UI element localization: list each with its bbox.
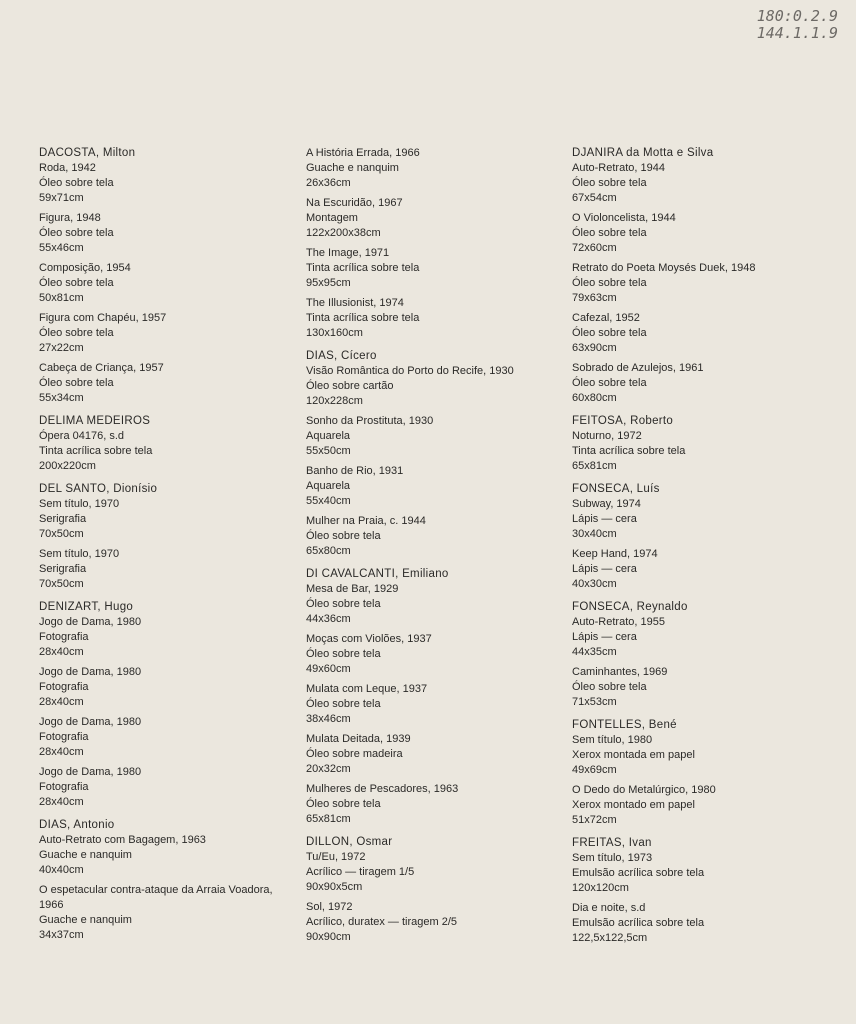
- artwork-line: Acrílico — tiragem 1/5: [306, 866, 415, 878]
- artist-entry: [39, 414, 309, 474]
- artwork-entry: [572, 851, 840, 896]
- artwork-line: Mulata com Leque, 1937: [306, 683, 428, 695]
- artwork-entry: [306, 732, 576, 777]
- artwork-line: Aquarela: [306, 430, 351, 442]
- artist-name: FONSECA, Luís: [572, 483, 660, 495]
- artwork-line: The Image, 1971: [306, 247, 390, 259]
- artwork-entry: [39, 883, 309, 943]
- artwork-line: Óleo sobre tela: [572, 277, 647, 289]
- artwork-line: 122,5x122,5cm: [572, 932, 648, 944]
- artwork-line: Emulsão acrílica sobre tela: [572, 917, 705, 929]
- catalog-column-1: [39, 146, 309, 951]
- artwork-entry: [572, 261, 840, 306]
- artwork-entry: [39, 497, 309, 542]
- artist-entry: [572, 146, 840, 406]
- artwork-line: 120x228cm: [306, 395, 363, 407]
- artwork-line: Sem título, 1973: [572, 852, 653, 864]
- artist-entry: [306, 349, 576, 559]
- artwork-line: Montagem: [306, 212, 358, 224]
- artwork-line: 44x35cm: [572, 646, 617, 658]
- artwork-line: Jogo de Dama, 1980: [39, 716, 142, 728]
- artwork-line: 55x50cm: [306, 445, 351, 457]
- artwork-entry: [572, 311, 840, 356]
- artwork-line: 40x40cm: [39, 864, 84, 876]
- artwork-line: 95x95cm: [306, 277, 351, 289]
- artist-entry: [306, 567, 576, 827]
- artwork-line: Emulsão acrílica sobre tela: [572, 867, 705, 879]
- artwork-line: Fotografia: [39, 731, 89, 743]
- artwork-line: Fotografia: [39, 681, 89, 693]
- artwork-line: Roda, 1942: [39, 162, 96, 174]
- artwork-entry: [572, 429, 840, 474]
- artwork-entry: [306, 514, 576, 559]
- artist-name: FONTELLES, Bené: [572, 719, 677, 731]
- artist-name: DIAS, Cícero: [306, 350, 377, 362]
- artwork-line: O espetacular contra-ataque da Arraia Voadora,: [39, 884, 273, 896]
- artwork-line: Óleo sobre tela: [39, 177, 114, 189]
- artwork-line: 55x34cm: [39, 392, 84, 404]
- artist-entry: [39, 600, 309, 810]
- artwork-line: Óleo sobre tela: [39, 377, 114, 389]
- artist-name: DACOSTA, Milton: [39, 147, 136, 159]
- artwork-line: Sonho da Prostituta, 1930: [306, 415, 434, 427]
- artist-entry: [572, 836, 840, 946]
- artwork-entry: [306, 900, 576, 945]
- artist-entry: [39, 482, 309, 592]
- artwork-entry: [306, 582, 576, 627]
- artwork-line: Sem título, 1980: [572, 734, 653, 746]
- artwork-entry: [306, 146, 576, 191]
- artwork-line: Óleo sobre tela: [572, 177, 647, 189]
- artist-name: DIAS, Antonio: [39, 819, 115, 831]
- artwork-line: Serigrafia: [39, 563, 87, 575]
- artwork-line: Óleo sobre tela: [572, 377, 647, 389]
- artist-entry: [572, 718, 840, 828]
- artwork-line: 28x40cm: [39, 696, 84, 708]
- artwork-line: Subway, 1974: [572, 498, 641, 510]
- artwork-entry: [306, 296, 576, 341]
- artwork-line: Óleo sobre tela: [306, 798, 381, 810]
- artist-entry: [572, 414, 840, 474]
- artwork-line: Fotografia: [39, 631, 89, 643]
- artwork-line: 50x81cm: [39, 292, 84, 304]
- artwork-line: Figura com Chapéu, 1957: [39, 312, 167, 324]
- artwork-line: Sobrado de Azulejos, 1961: [572, 362, 704, 374]
- artwork-line: Caminhantes, 1969: [572, 666, 668, 678]
- artwork-line: Ópera 04176, s.d: [39, 430, 125, 442]
- artwork-entry: [572, 361, 840, 406]
- artwork-line: Tinta acrílica sobre tela: [572, 445, 686, 457]
- artwork-line: 49x60cm: [306, 663, 351, 675]
- artwork-line: Sem título, 1970: [39, 498, 120, 510]
- artwork-line: Xerox montado em papel: [572, 799, 695, 811]
- artwork-line: 60x80cm: [572, 392, 617, 404]
- artwork-line: Sol, 1972: [306, 901, 353, 913]
- artwork-line: A História Errada, 1966: [306, 147, 420, 159]
- artwork-line: Óleo sobre tela: [306, 530, 381, 542]
- artwork-line: Keep Hand, 1974: [572, 548, 658, 560]
- artwork-line: Óleo sobre tela: [572, 227, 647, 239]
- artwork-line: 49x69cm: [572, 764, 617, 776]
- artwork-line: 20x32cm: [306, 763, 351, 775]
- artwork-line: Jogo de Dama, 1980: [39, 666, 142, 678]
- artwork-line: Sem título, 1970: [39, 548, 120, 560]
- artwork-line: 28x40cm: [39, 746, 84, 758]
- artwork-entry: [572, 901, 840, 946]
- artwork-line: 51x72cm: [572, 814, 617, 826]
- artwork-line: 120x120cm: [572, 882, 629, 894]
- artwork-entry: [306, 364, 576, 409]
- artwork-line: Lápis — cera: [572, 631, 637, 643]
- artwork-line: 65x81cm: [572, 460, 617, 472]
- artwork-line: 34x37cm: [39, 929, 84, 941]
- artwork-line: Óleo sobre cartão: [306, 380, 394, 392]
- artwork-line: Óleo sobre tela: [306, 698, 381, 710]
- catalog-number-line-2: 144.1.1.9: [756, 24, 838, 42]
- artwork-line: Retrato do Poeta Moysés Duek, 1948: [572, 262, 756, 274]
- artwork-entry: [39, 429, 309, 474]
- artwork-line: Lápis — cera: [572, 513, 637, 525]
- artwork-line: Auto-Retrato, 1944: [572, 162, 665, 174]
- artwork-entry: [39, 665, 309, 710]
- artwork-entry: [572, 615, 840, 660]
- artwork-line: Mesa de Bar, 1929: [306, 583, 399, 595]
- artwork-line: Xerox montada em papel: [572, 749, 695, 761]
- artwork-line: 26x36cm: [306, 177, 351, 189]
- artwork-entry: [306, 850, 576, 895]
- artwork-line: Guache e nanquim: [39, 914, 132, 926]
- artwork-line: Fotografia: [39, 781, 89, 793]
- artwork-line: Tu/Eu, 1972: [306, 851, 366, 863]
- artwork-line: O Violoncelista, 1944: [572, 212, 676, 224]
- artwork-entry: [39, 615, 309, 660]
- artist-entry: [572, 482, 840, 592]
- artwork-entry: [572, 161, 840, 206]
- catalog-column-2: [306, 146, 576, 953]
- catalog-number-line-1: 180:0.2.9: [756, 7, 838, 25]
- artwork-entry: [306, 246, 576, 291]
- artwork-line: Noturno, 1972: [572, 430, 642, 442]
- artwork-line: Óleo sobre tela: [306, 598, 381, 610]
- artwork-line: 63x90cm: [572, 342, 617, 354]
- artwork-line: Serigrafia: [39, 513, 87, 525]
- artwork-line: Óleo sobre tela: [306, 648, 381, 660]
- artwork-entry: [39, 211, 309, 256]
- artwork-line: 70x50cm: [39, 528, 84, 540]
- artwork-line: 27x22cm: [39, 342, 84, 354]
- artwork-line: Cafezal, 1952: [572, 312, 640, 324]
- artwork-line: 40x30cm: [572, 578, 617, 590]
- artwork-line: Auto-Retrato, 1955: [572, 616, 665, 628]
- artwork-entry: [572, 783, 840, 828]
- artist-entry: [39, 146, 309, 406]
- artwork-entry: [306, 196, 576, 241]
- artwork-entry: [39, 261, 309, 306]
- artwork-entry: [306, 632, 576, 677]
- artwork-line: Óleo sobre tela: [572, 681, 647, 693]
- artwork-line: 90x90cm: [306, 931, 351, 943]
- artwork-line: Aquarela: [306, 480, 351, 492]
- artist-name: DILLON, Osmar: [306, 836, 393, 848]
- artist-entry: [572, 600, 840, 710]
- artwork-entry: [572, 211, 840, 256]
- artwork-line: Na Escuridão, 1967: [306, 197, 403, 209]
- artwork-line: The Illusionist, 1974: [306, 297, 404, 309]
- artwork-line: Moças com Violões, 1937: [306, 633, 432, 645]
- artist-name: DJANIRA da Motta e Silva: [572, 147, 714, 159]
- artwork-entry: [306, 682, 576, 727]
- artwork-line: Tinta acrílica sobre tela: [306, 312, 420, 324]
- artwork-line: Óleo sobre tela: [39, 277, 114, 289]
- artwork-entry: [306, 464, 576, 509]
- artwork-line: Guache e nanquim: [306, 162, 399, 174]
- artwork-line: Óleo sobre madeira: [306, 748, 403, 760]
- artwork-line: 38x46cm: [306, 713, 351, 725]
- artwork-entry: [39, 765, 309, 810]
- artwork-line: Guache e nanquim: [39, 849, 132, 861]
- artwork-line: 55x46cm: [39, 242, 84, 254]
- artwork-entry: [39, 547, 309, 592]
- handwritten-catalog-number: [757, 8, 838, 42]
- artist-name: DEL SANTO, Dionísio: [39, 483, 158, 495]
- artwork-line: 122x200x38cm: [306, 227, 381, 239]
- artwork-line: 44x36cm: [306, 613, 351, 625]
- artwork-entry: [39, 161, 309, 206]
- artist-entry: [306, 835, 576, 945]
- artwork-entry: [306, 414, 576, 459]
- artwork-line: 65x80cm: [306, 545, 351, 557]
- artwork-line: 130x160cm: [306, 327, 363, 339]
- artist-name: FEITOSA, Roberto: [572, 415, 674, 427]
- artwork-line: 55x40cm: [306, 495, 351, 507]
- artwork-line: Banho de Rio, 1931: [306, 465, 404, 477]
- artwork-line: 30x40cm: [572, 528, 617, 540]
- artwork-line: Lápis — cera: [572, 563, 637, 575]
- artwork-entry: [39, 833, 309, 878]
- artwork-line: Visão Romântica do Porto do Recife, 1930: [306, 365, 514, 377]
- artwork-line: Jogo de Dama, 1980: [39, 766, 142, 778]
- artwork-line: 28x40cm: [39, 796, 84, 808]
- artwork-line: Tinta acrílica sobre tela: [39, 445, 153, 457]
- artwork-line: Figura, 1948: [39, 212, 101, 224]
- artist-name: DENIZART, Hugo: [39, 601, 134, 613]
- artwork-line: Tinta acrílica sobre tela: [306, 262, 420, 274]
- artwork-line: 90x90x5cm: [306, 881, 363, 893]
- artwork-line: 67x54cm: [572, 192, 617, 204]
- artwork-entry: [39, 361, 309, 406]
- artwork-line: 72x60cm: [572, 242, 617, 254]
- artwork-line: Óleo sobre tela: [39, 227, 114, 239]
- artwork-line: Cabeça de Criança, 1957: [39, 362, 164, 374]
- artwork-line: 65x81cm: [306, 813, 351, 825]
- artwork-line: 200x220cm: [39, 460, 96, 472]
- artist-name: FREITAS, Ivan: [572, 837, 652, 849]
- artwork-entry: [39, 715, 309, 760]
- artwork-line: Composição, 1954: [39, 262, 131, 274]
- artwork-line: Mulheres de Pescadores, 1963: [306, 783, 459, 795]
- artist-entry: [39, 818, 309, 943]
- artist-name: DELIMA MEDEIROS: [39, 415, 151, 427]
- catalog-column-3: [572, 146, 840, 954]
- artwork-line: Acrílico, duratex — tiragem 2/5: [306, 916, 458, 928]
- artwork-line: 71x53cm: [572, 696, 617, 708]
- artist-name: DI CAVALCANTI, Emiliano: [306, 568, 449, 580]
- artwork-line: Auto-Retrato com Bagagem, 1963: [39, 834, 206, 846]
- artwork-entry: [306, 782, 576, 827]
- artist-name: FONSECA, Reynaldo: [572, 601, 688, 613]
- artwork-line: 28x40cm: [39, 646, 84, 658]
- artwork-line: 70x50cm: [39, 578, 84, 590]
- artwork-entry: [572, 665, 840, 710]
- artwork-line: Dia e noite, s.d: [572, 902, 646, 914]
- artwork-entry: [572, 733, 840, 778]
- artwork-entry: [572, 547, 840, 592]
- artwork-line: Mulata Deitada, 1939: [306, 733, 411, 745]
- artwork-line: 1966: [39, 899, 64, 911]
- artwork-entry: [572, 497, 840, 542]
- artwork-line: Óleo sobre tela: [39, 327, 114, 339]
- artwork-entry: [39, 311, 309, 356]
- artwork-line: 59x71cm: [39, 192, 84, 204]
- artwork-line: O Dedo do Metalúrgico, 1980: [572, 784, 716, 796]
- artwork-line: Jogo de Dama, 1980: [39, 616, 142, 628]
- artist-entry: [306, 146, 576, 341]
- artwork-line: 79x63cm: [572, 292, 617, 304]
- artwork-line: Mulher na Praia, c. 1944: [306, 515, 426, 527]
- artwork-line: Óleo sobre tela: [572, 327, 647, 339]
